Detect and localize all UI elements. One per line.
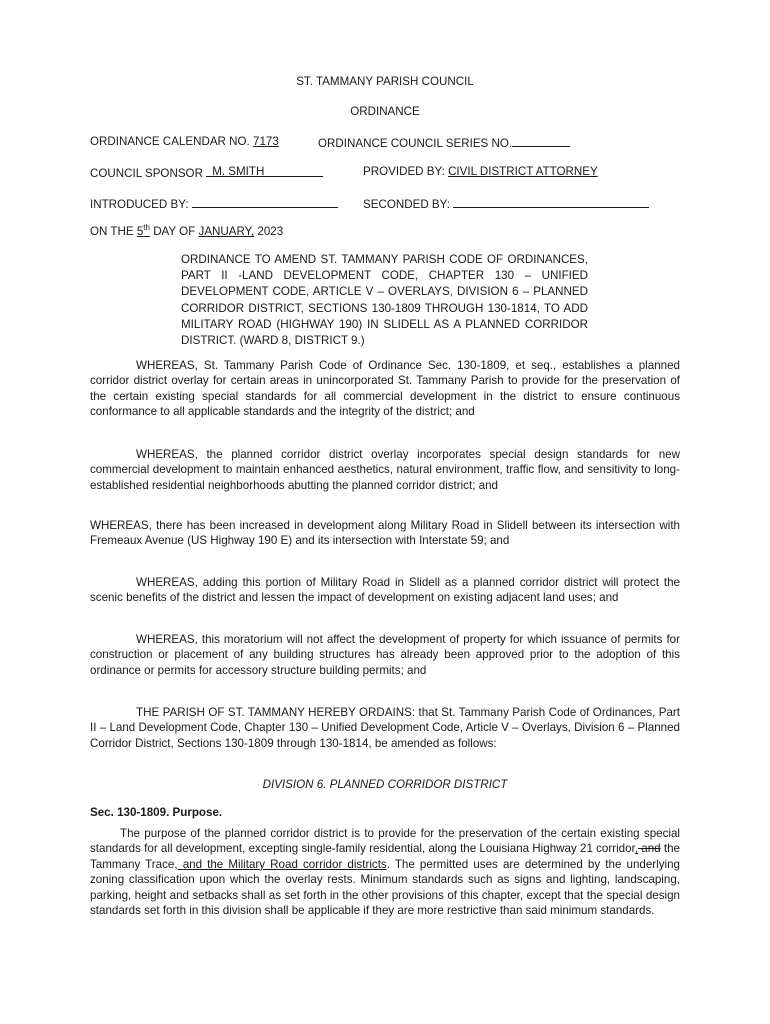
seconded-label: SECONDED BY: — [363, 198, 450, 211]
date-day-suffix: th — [143, 223, 150, 232]
ordinance-heading: ORDINANCE — [350, 105, 420, 118]
date-day-number: 5 — [136, 225, 144, 238]
division-heading: DIVISION 6. PLANNED CORRIDOR DISTRICT — [262, 778, 508, 791]
sponsor-name: M. SMITH — [212, 165, 265, 178]
date-line — [90, 224, 283, 239]
introduced-line — [90, 195, 338, 212]
provided-label: PROVIDED BY: — [363, 165, 445, 178]
council-heading: ST. TAMMANY PARISH COUNCIL — [296, 75, 474, 88]
sponsor-label: COUNCIL SPONSOR — [90, 167, 203, 180]
calendar-number: 7173 — [253, 135, 279, 148]
seconded-blank — [453, 195, 649, 208]
whereas-paragraph-2: WHEREAS, the planned corridor district overlay incorporates special design standards for new commercial development to maintain enhanced aesthetics, natural environment, traffic flow, and sensitivity to long-established residential neighborhoods abutting the planned corridor district; and — [90, 448, 680, 492]
whereas-paragraph-3: WHEREAS, there has been increased in development along Military Road in Slidell between its intersection with Fremeaux Avenue (US Highway 190 E) and its intersection with Interstate 59; and — [90, 519, 680, 548]
date-month: JANUARY, — [198, 225, 255, 238]
introduced-label: INTRODUCED BY: — [90, 198, 189, 211]
section-heading: Sec. 130-1809. Purpose. — [90, 806, 223, 819]
provided-by: CIVIL DISTRICT ATTORNEY — [448, 165, 598, 178]
purpose-text-2: the Tammany Trace — [90, 842, 680, 871]
sponsor-field — [206, 164, 323, 177]
date-prefix: ON THE — [90, 225, 134, 238]
ordains-paragraph: THE PARISH OF ST. TAMMANY HEREBY ORDAINS: that St. Tammany Parish Code of Ordinances, Part II – Land Development Code, Chapter 130 – Unified Development Code, Article V – Overlays, Division 6 – Planned Corridor District, Sections 130-1809 through 130-1814, be amended as follows: — [90, 706, 680, 750]
purpose-insertion-military-road: , and the Military Road corridor districts — [174, 857, 387, 871]
purpose-text-1: The purpose of the planned corridor district is to provide for the preservation of the certain existing special standards for all development, excepting single-family residential, along the Louisiana Highway 21 corridor — [90, 827, 680, 856]
purpose-paragraph — [90, 826, 680, 918]
calendar-label: ORDINANCE CALENDAR NO. — [90, 135, 250, 148]
whereas-paragraph-1: WHEREAS, St. Tammany Parish Code of Ordinance Sec. 130-1809, et seq., establishes a planned corridor district overlay for certain areas in unincorporated St. Tammany Parish to provide for the preservation of the certain existing special standards for all commercial development in the district to ensure continuous conformance to all applicable standards and the integrity of the district; and — [90, 359, 680, 419]
series-label: ORDINANCE COUNCIL SERIES NO. — [318, 137, 513, 150]
date-year: 2023 — [257, 225, 284, 238]
seconded-line — [363, 195, 649, 212]
provided-line — [363, 164, 598, 179]
date-mid: DAY OF — [153, 225, 196, 238]
purpose-deletion-and: and — [638, 842, 661, 856]
series-blank — [512, 134, 570, 147]
date-day — [137, 225, 150, 238]
purpose-text-3: . The permitted uses are determined by the underlying zoning classification upon which the overlay rests. Minimum standards such as signs and lighting, landscaping, parking, height and setbacks shall as set forth in the other provisions of this chapter, except that the special design standards set forth in this division shall be applicable if they are more restrictive than said minimum standards. — [90, 857, 681, 918]
sponsor-line — [90, 164, 323, 181]
whereas-paragraph-5: WHEREAS, this moratorium will not affect the development of property for which issuance of permits for construction or placement of any building structures has already been approved prior to the adoption of this ordinance or permits for accessory structure building permits; and — [90, 633, 680, 677]
calendar-line — [90, 134, 279, 149]
introduced-blank — [192, 195, 338, 208]
series-line — [318, 134, 570, 151]
whereas-paragraph-4: WHEREAS, adding this portion of Military Road in Slidell as a planned corridor district will protect the scenic benefits of the district and lessen the impact of development on existing adjacent land uses; and — [90, 576, 680, 605]
purpose-insertion-comma: , — [634, 842, 639, 856]
ordinance-title: ORDINANCE TO AMEND ST. TAMMANY PARISH CODE OF ORDINANCES, PART II -LAND DEVELOPMENT CODE, CHAPTER 130 – UNIFIED DEVELOPMENT CODE, ARTICLE V – OVERLAYS, DIVISION 6 – PLANNED CORRIDOR DISTRICT, SECTIONS 130-1809 THROUGH 130-1814, TO ADD MILITARY ROAD (HIGHWAY 190) IN SLIDELL AS A PLANNED CORRIDOR DISTRICT. (WARD 8, DISTRICT 9.) — [181, 253, 588, 348]
